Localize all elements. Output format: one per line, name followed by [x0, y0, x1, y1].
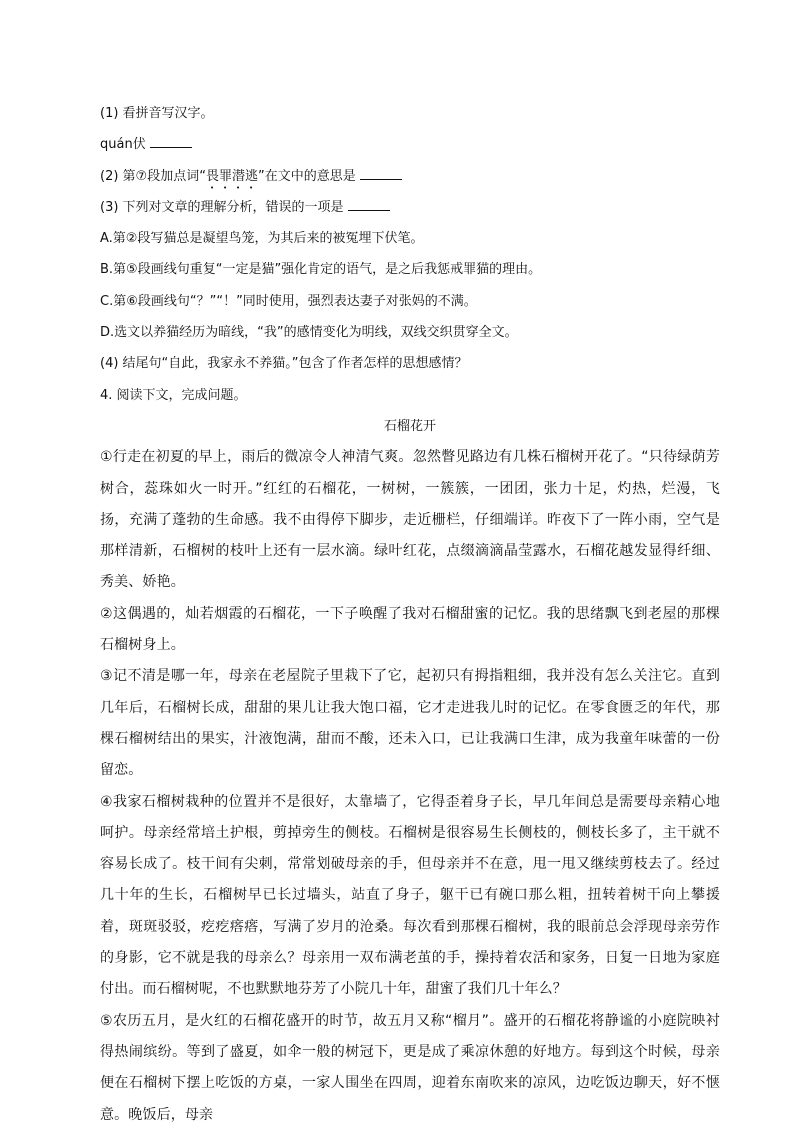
option-c: C.第⑥段画线句“？”“！”同时使用，强烈表达妻子对张妈的不满。: [100, 293, 477, 309]
option-a: A.第②段写猫总是凝望鸟笼，为其后来的被冤埋下伏笔。: [100, 231, 424, 247]
question-2-suffix: ”在文中的意思是: [257, 168, 356, 184]
question-3-text: (3) 下列对文章的理解分析，错误的一项是: [100, 199, 344, 215]
question-3: [100, 192, 720, 223]
article-paragraph-1: ①行走在初夏的早上，雨后的微凉令人神清气爽。忽然瞥见路边有几株石榴树开花了。“只待绿荫芳树合，蕊珠如火一时开。”红红的石榴花，一树树，一簇簇，一团团，张力十足，灼热，烂漫，飞扬，充满了蓬勃的生命感。我不由得停下脚步，走近栅栏，仔细端详。昨夜下了一阵小雨，空气是那样清新，石榴树的枝叶上还有一层水滴。绿叶红花，点缀滴滴晶莹露水，石榴花越发显得纤细、秀美、娇艳。: [100, 449, 720, 591]
article-paragraph-3: ③记不清是哪一年，母亲在老屋院子里栽下了它，起初只有拇指粗细，我并没有怎么关注它。直到几年后，石榴树长成，甜甜的果儿让我大饱口福，它才走进我儿时的记忆。在零食匮乏的年代，那棵石榴树结出的果实，汁液饱满，甜而不酸，还未入口，已让我满口生津，成为我童年味蕾的一份留恋。: [100, 668, 720, 779]
option-b: B.第⑤段画线句重复“一定是猫”强化肯定的语气，是之后我惩戒罪猫的理由。: [100, 262, 542, 278]
article-paragraph-2: ②这偶遇的，灿若烟霞的石榴花，一下子唤醒了我对石榴甜蜜的记忆。我的思绪飘飞到老屋的那棵石榴树身上。: [100, 605, 720, 654]
question-4: (4) 结尾句“自此，我家永不养猫。”包含了作者怎样的思想感情？: [100, 356, 468, 372]
question-1: (1) 看拼音写汉字。: [100, 106, 214, 121]
emphasized-word: 畏罪潜逃: [205, 168, 258, 184]
article-paragraph-5: ⑤农历五月，是火红的石榴花盛开的时节，故五月又称“榴月”。盛开的石榴花将静谧的小庭院映衬得热闹缤纷。等到了盛夏，如伞一般的树冠下，更是成了乘凉休憩的好地方。每到这个时候，母亲便在石榴树下摆上吃饭的方桌，一家人围坐在四周，迎着东南吹来的凉风，边吃饭边聊天，好不惬意。晚饭后，母亲: [100, 1012, 720, 1123]
pinyin-item: quán伏: [100, 137, 146, 153]
document-page: [100, 98, 720, 1131]
article-paragraph-4: ④我家石榴树栽种的位置并不是很好，太靠墙了，它得歪着身子长，早几年间总是需要母亲精心地呵护。母亲经常培土护根，剪掉旁生的侧枝。石榴树是很容易生长侧枝的，侧枝长多了，主干就不容易长成了。枝干间有尖刺，常常划破母亲的手，但母亲并不在意，甩一甩又继续剪枝去了。经过几十年的生长，石榴树早已长过墙头，站直了身子，躯干已有碗口那么粗，扭转着树干向上攀援着，斑斑驳驳，疙疙瘩瘩，写满了岁月的沧桑。每次看到那棵石榴树，我的眼前总会浮现母亲劳作的身影，它不就是我的母亲么？母亲用一双布满老茧的手，操持着农活和家务，日复一日地为家庭付出。而石榴树呢，不也默默地芬芳了小院几十年，甜蜜了我们几十年么？: [100, 793, 720, 998]
question-1-item: [100, 129, 720, 160]
section-instruction: 4. 阅读下文，完成问题。: [100, 387, 247, 403]
question-2: [100, 161, 720, 192]
answer-blank[interactable]: [348, 196, 390, 211]
question-2-prefix: (2) 第⑦段加点词“: [100, 168, 206, 184]
answer-blank[interactable]: [360, 165, 402, 180]
article-title: 石榴花开: [383, 418, 436, 434]
option-d: D.选文以养猫经历为暗线，“我”的感情变化为明线，双线交织贯穿全文。: [100, 325, 518, 341]
answer-blank[interactable]: [150, 133, 192, 148]
